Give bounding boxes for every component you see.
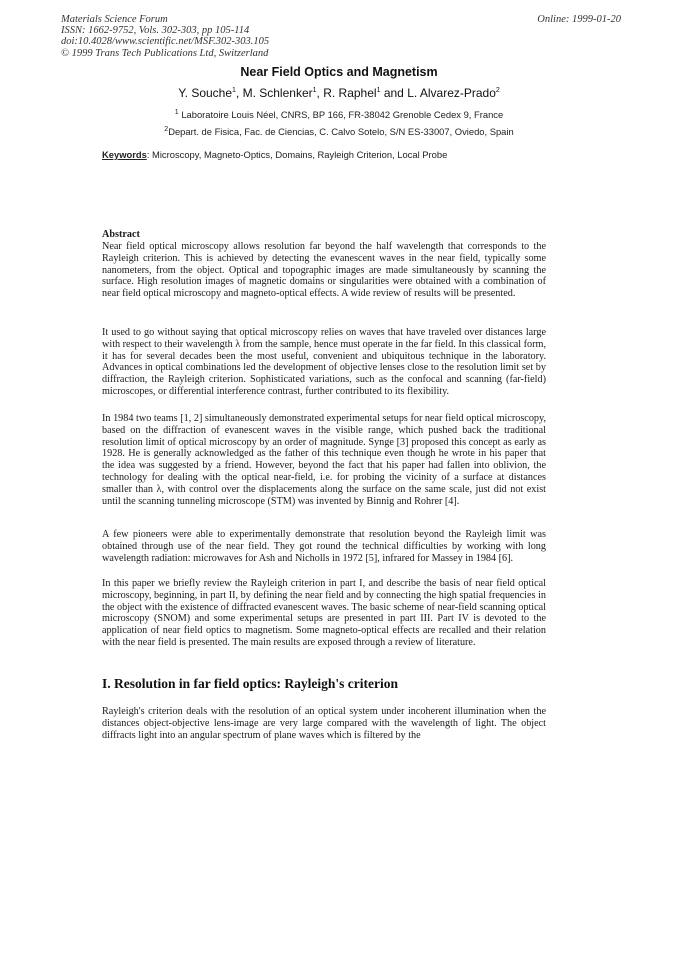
author-separator: , — [235, 86, 243, 100]
author-affiliation-mark: 2 — [495, 87, 500, 94]
section-1-paragraph — [102, 706, 546, 741]
affiliation-text: Depart. de Fisica, Fac. de Ciencias, C. Calvo Sotelo, S/N ES-33007, Oviedo, Spain — [168, 126, 514, 137]
author-affiliation-mark: 1 — [312, 87, 317, 94]
affiliation-2 — [0, 126, 678, 137]
online-date: Online: 1999-01-20 — [537, 14, 621, 25]
author-affiliation-mark: 1 — [376, 87, 381, 94]
keywords-text: Microscopy, Magneto-Optics, Domains, Rayleigh Criterion, Local Probe — [152, 149, 448, 160]
author-list — [0, 86, 678, 100]
journal-name: Materials Science Forum — [61, 14, 168, 25]
keywords-line — [102, 149, 447, 160]
body-paragraph-1 — [102, 327, 546, 398]
journal-header — [61, 14, 621, 59]
author-name: L. Alvarez-Prado — [407, 86, 496, 100]
affiliation-number: 2 — [164, 125, 169, 133]
keywords-label: Keywords — [102, 149, 147, 160]
author-separator: and — [380, 86, 408, 100]
body-paragraph-2 — [102, 413, 546, 507]
author-name: Y. Souche — [178, 86, 233, 100]
paragraph-text: In 1984 two teams [1, 2] simultaneously demonstrated experimental setups for near field optical microscopy, based on the diffraction of evanescent waves in the visible range, which pushed back the traditional resolution limit of optical microscopy by an order of magnitude. Synge [3] proposed this concept as early as 1928. He is generally acknowledged as the father of this technique even though he wrote in his paper that the idea was suggested by a friend. However, beyond the fact that his paper had fallen into oblivion, the technology for dealing with the optical near-field, i.e. for probing the vicinity of a surface at distances smaller than λ, with control over the displacements along the surface on the same scale, just did not exist until the scanning tunneling microscope (STM) was invented by Binnig and Rohrer [4]. — [102, 413, 546, 507]
affiliation-number: 1 — [174, 108, 179, 116]
copyright-line: © 1999 Trans Tech Publications Ltd, Switzerland — [61, 47, 269, 59]
issn-line: ISSN: 1662-9752, Vols. 302-303, pp 105-114 — [61, 25, 250, 37]
keywords-colon: : — [146, 149, 150, 160]
section-heading: I. Resolution in far field optics: Rayleigh's criterion — [102, 676, 398, 691]
author-affiliation-mark: 1 — [232, 87, 236, 94]
affiliation-text: Laboratoire Louis Néel, CNRS, BP 166, FR-38042 Grenoble Cedex 9, France — [181, 109, 504, 120]
author-name: R. Raphel — [323, 86, 377, 100]
abstract-heading: Abstract — [102, 229, 140, 240]
body-paragraph-3 — [102, 529, 546, 564]
paragraph-text: In this paper we briefly review the Rayleigh criterion in part I, and describe the basis of near field optical microscopy, beginning, in part II, by defining the near field and by connecting the high spatial frequencies in the object with the existence of diffracted evanescent waves. The basic scheme of near-field scanning optical microscopy (SNOM) and some experimental setups are presented in part III. Part IV is devoted to the application of near field optics to magnetism. Some magneto-optical effects are recalled and their relation with the near field is presented. The main results are exposed through a review of literature. — [102, 578, 546, 648]
paragraph-text: A few pioneers were able to experimentally demonstrate that resolution beyond the Rayleigh limit was obtained through use of the near field. They got round the technical difficulties by working with long wavelength radiation: microwaves for Ash and Nicholls in 1972 [5], infrared for Massey in 1984 [6]. — [102, 529, 546, 564]
author-separator: , — [316, 86, 324, 100]
abstract-paragraph: Near field optical microscopy allows resolution far beyond the half wavelength that corresponds to the Rayleigh criterion. This is achieved by detecting the evanescent waves in the near field, typically some nanometers, from the object. Optical and topographic images are made simultaneously by scanning the surface. High resolution images of magnetic domains or singularities were obtained with a combination of near field optical microscopy and magneto-optical effects. A wide review of results will be presented. — [102, 241, 546, 300]
author-name: M. Schlenker — [242, 86, 313, 100]
body-paragraph-4 — [102, 578, 546, 649]
affiliation-1 — [0, 109, 678, 120]
doi-line[interactable]: doi:10.4028/www.scientific.net/MSF.302-303.105 — [61, 36, 270, 48]
paragraph-text: It used to go without saying that optical microscopy relies on waves that have traveled over distances large with respect to their wavelength λ from the sample, hence must operate in the far field. In this classical form, it has for several decades been the most useful, convenient and ubiquitous technique in the laboratory. Advances in optical combinations led the development of objective lenses close to the resolution limit set by diffraction, the Rayleigh criterion. Sophisticated variations, such as the confocal and scanning (far-field) microscopes, or differential interference contrast, further contributed to its flexibility. — [102, 327, 546, 397]
abstract-text — [102, 241, 546, 300]
paper-title: Near Field Optics and Magnetism — [240, 65, 438, 79]
paragraph-text: Rayleigh's criterion deals with the resolution of an optical system under incoherent illumination when the distances object-objective lens-image are very large compared with the wavelength of light. The object diffracts light into an angular spectrum of plane waves which is filtered by the — [102, 706, 546, 741]
